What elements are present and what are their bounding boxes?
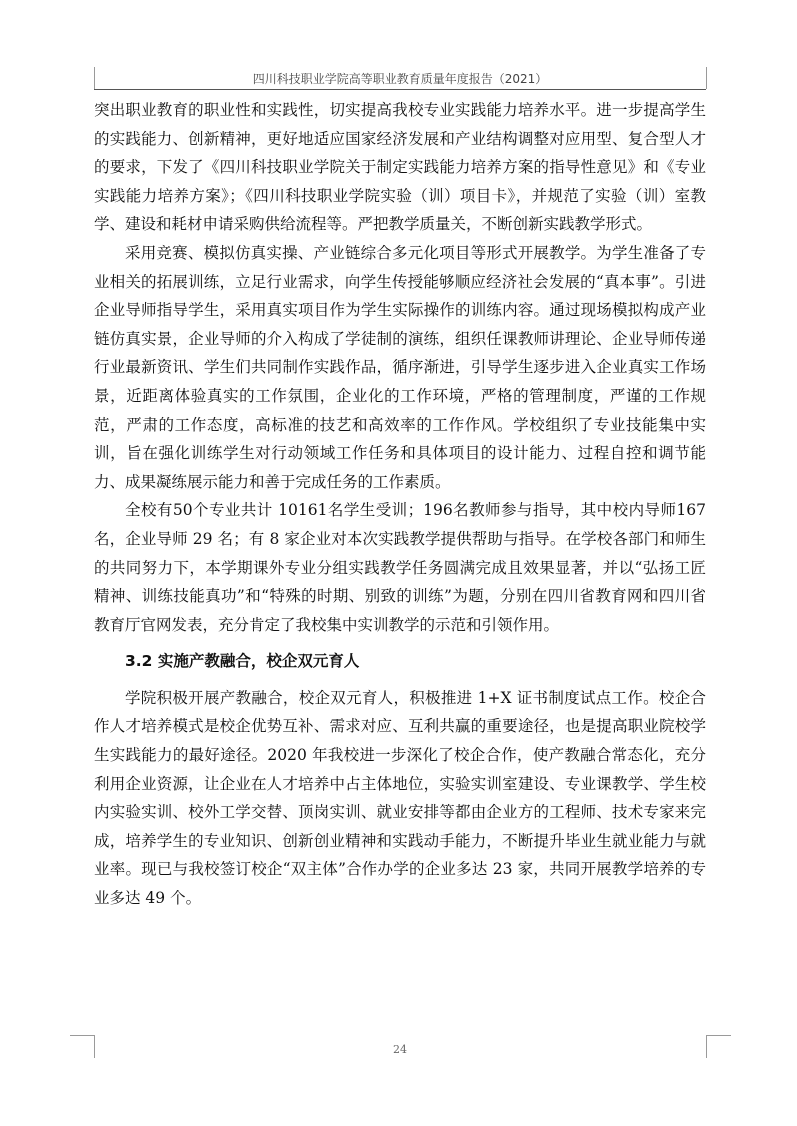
- paragraph-3: 全校有50个专业共计 10161名学生受训；196名教师参与指导，其中校内导师167 名，企业导师 29 名；有 8 家企业对本次实践教学提供帮助与指导。在学校各部门和师生的共同努力下，本学期课外专业分组实践教学任务圆满完成且效果显著，并以“弘扬工匠精神、训练技能真功”和“特殊的时期、别致的训练”为题，分别在四川省教育网和四川省教育厅官网发表，充分肯定了我校集中实训教学的示范和引领作用。: [94, 501, 706, 634]
- paragraph-1: 突出职业教育的职业性和实践性，切实提高我校专业实践能力培养水平。进一步提高学生的实践能力、创新精神，更好地适应国家经济发展和产业结构调整对应用型、复合型人才的要求，下发了《四川科技职业学院关于制定实践能力培养方案的指导性意见》和《专业实践能力培养方案》；《四川科技职业学院实验（训）项目卡》，并规范了实验（训）室教学、建设和耗材申请采购供给流程等。严把教学质量关，不断创新实践教学形式。: [94, 101, 706, 234]
- paragraph-2: 采用竞赛、模拟仿真实操、产业链综合多元化项目等形式开展教学。为学生准备了专业相关的拓展训练，立足行业需求，向学生传授能够顺应经济社会发展的“真本事”。引进企业导师指导学生，采用真实项目作为学生实际操作的训练内容。通过现场模拟构成产业链仿真实景，企业导师的介入构成了学徒制的演练，组织任课教师讲理论、企业导师传递行业最新资讯、学生们共同制作实践作品，循序渐进，引导学生逐步进入企业真实工作场景，近距离体验真实的工作氛围，企业化的工作环境，严格的管理制度，严谨的工作规范，严肃的工作态度，高标准的技艺和高效率的工作作风。学校组织了专业技能集中实训，旨在强化训练学生对行动领域工作任务和具体项目的设计能力、过程自控和调节能力、成果凝练展示能力和善于完成任务的工作素质。: [94, 243, 706, 491]
- page-body: [94, 96, 706, 913]
- section-heading: 3.2 实施产教融合，校企双元育人: [125, 652, 360, 671]
- page-header: 四川科技职业学院高等职业教育质量年度报告（2021）: [94, 70, 706, 90]
- crop-mark-top-right: [706, 67, 707, 89]
- crop-mark-bottom-left: [70, 1035, 95, 1058]
- page-number: 24: [393, 1043, 407, 1056]
- paragraph-4: 学院积极开展产教融合，校企双元育人，积极推进 1+X 证书制度试点工作。校企合作人才培养模式是校企优势互补、需求对应、互利共赢的重要途径，也是提高职业院校学生实践能力的最好途径。2020 年我校进一步深化了校企合作，使产教融合常态化，充分利用企业资源，让企业在人才培养中占主体地位，实验实训室建设、专业课教学、学生校内实验实训、校外工学交替、顶岗实训、就业安排等都由企业方的工程师、技术专家来完成，培养学生的专业知识、创新创业精神和实践动手能力，不断提升毕业生就业能力与就业率。现已与我校签订校企“双主体”合作办学的企业多达 23 家，共同开展教学培养的专业多达 49 个。: [94, 688, 706, 908]
- crop-mark-bottom-right: [706, 1035, 731, 1058]
